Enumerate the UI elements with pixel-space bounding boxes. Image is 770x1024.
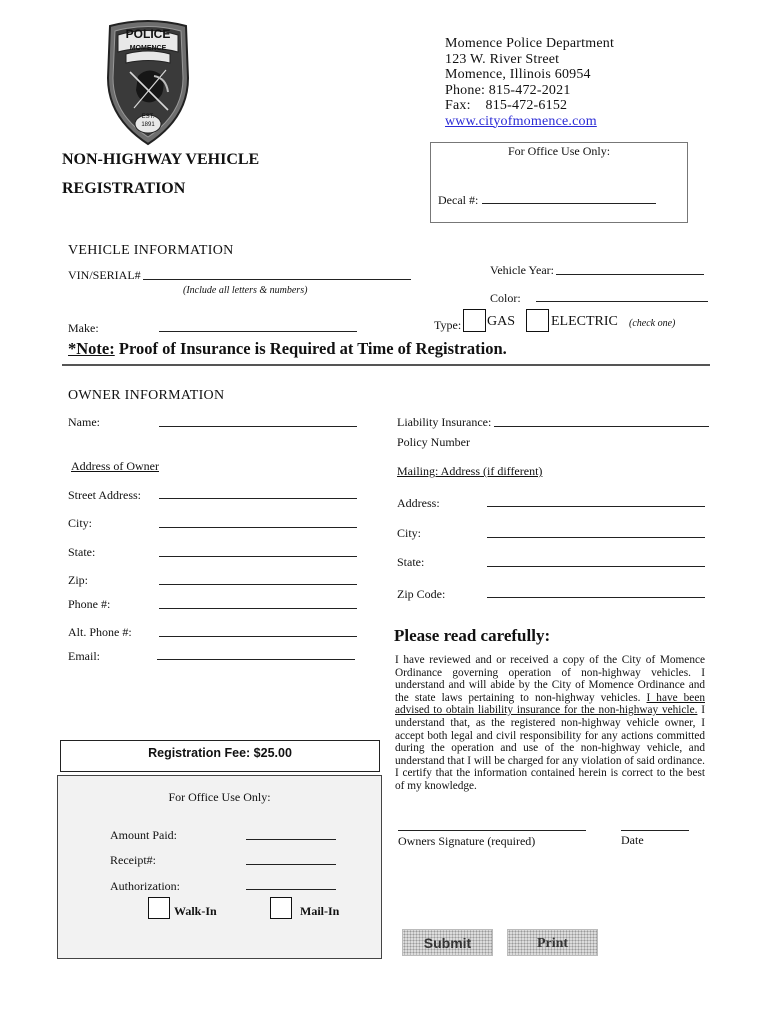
department-contact-block	[445, 36, 614, 129]
department-street: 123 W. River Street	[445, 51, 560, 67]
department-city: Momence, Illinois 60954	[445, 67, 591, 82]
print-button-label: Print	[536, 936, 569, 951]
department-phone: Phone: 815-472-2021	[445, 82, 571, 98]
receipt-field[interactable]	[246, 864, 336, 865]
vin-label: VIN/SERIAL#	[68, 268, 141, 282]
mail-in-checkbox[interactable]	[270, 897, 292, 919]
badge-top-text: POLICE	[125, 27, 171, 41]
police-badge-logo	[104, 18, 192, 146]
mailing-address-heading: Mailing: Address (if different)	[397, 464, 543, 478]
liability-insurance-field[interactable]	[494, 426, 709, 427]
street-address-field[interactable]	[159, 498, 357, 499]
office-use-bottom-label: For Office Use Only:	[168, 790, 271, 804]
email-field[interactable]	[157, 659, 355, 660]
note-prefix: *Note:	[68, 339, 115, 358]
badge-city-text: MOMENCE	[129, 45, 167, 52]
decal-label: Decal #:	[438, 193, 479, 207]
gas-checkbox[interactable]	[463, 309, 486, 332]
owner-address-heading: Address of Owner	[71, 459, 159, 473]
state-label: State:	[68, 545, 96, 559]
name-field[interactable]	[159, 426, 357, 427]
state-field[interactable]	[159, 556, 357, 557]
street-address-label: Street Address:	[68, 488, 141, 502]
city-label: City:	[68, 516, 93, 530]
vin-hint: (Include all letters & numbers)	[183, 285, 308, 296]
make-field[interactable]	[159, 331, 357, 332]
print-button[interactable]	[507, 929, 598, 956]
gas-label: GAS	[487, 314, 516, 329]
color-label: Color:	[490, 291, 521, 305]
mailing-address-label: Address:	[397, 496, 440, 510]
submit-button[interactable]	[402, 929, 493, 956]
mailing-city-label: City:	[397, 526, 422, 540]
mail-in-label: Mail-In	[300, 904, 340, 918]
agreement-heading: Please read carefully:	[394, 626, 551, 645]
agreement-text-part2: I understand that, as the registered non-highway vehicle owner, I accept both legal and civil responsibility for any actions committed during the operation and use of the non-highway vehicle, and understand that I will be charged for any violation of said ordinance. I certify that the information contained herein is correct to the best of my knowledge.	[395, 704, 705, 792]
agreement-text	[395, 654, 705, 793]
name-label: Name:	[68, 415, 100, 429]
vehicle-section-title: VEHICLE INFORMATION	[68, 243, 234, 258]
note-text: Proof of Insurance is Required at Time of Registration.	[114, 339, 507, 358]
zip-field[interactable]	[159, 584, 357, 585]
form-title-line2: REGISTRATION	[62, 180, 186, 197]
mailing-zip-label: Zip Code:	[397, 587, 446, 601]
mailing-zip-field[interactable]	[487, 597, 705, 598]
date-label: Date	[621, 833, 644, 847]
registration-fee-label: Registration Fee: $25.00	[148, 746, 292, 760]
authorization-field[interactable]	[246, 889, 336, 890]
decal-field[interactable]	[482, 203, 656, 204]
email-label: Email:	[68, 649, 100, 663]
electric-checkbox[interactable]	[526, 309, 549, 332]
liability-insurance-label: Liability Insurance:	[397, 415, 492, 429]
amount-paid-label: Amount Paid:	[110, 828, 178, 842]
type-label: Type:	[434, 318, 462, 332]
vin-field[interactable]	[143, 279, 411, 280]
authorization-label: Authorization:	[110, 879, 180, 893]
check-one-hint: (check one)	[629, 318, 676, 329]
phone-field[interactable]	[159, 608, 357, 609]
walk-in-checkbox[interactable]	[148, 897, 170, 919]
city-field[interactable]	[159, 527, 357, 528]
make-label: Make:	[68, 321, 99, 335]
agreement-text-underlined: I have been advised to obtain liability insurance for the non-highway vehicle.	[395, 691, 705, 717]
badge-est-text: EST.	[141, 114, 155, 120]
alt-phone-field[interactable]	[159, 636, 357, 637]
phone-label: Phone #:	[68, 597, 111, 611]
owner-signature-label: Owners Signature (required)	[398, 834, 536, 848]
badge-year-text: 1891	[141, 122, 155, 128]
submit-button-label: Submit	[423, 935, 472, 951]
insurance-note	[68, 339, 507, 359]
date-field[interactable]	[621, 830, 689, 831]
department-website-link[interactable]: www.cityofmomence.com	[445, 113, 597, 129]
form-title-line1: NON-HIGHWAY VEHICLE	[62, 151, 260, 168]
owner-signature-field[interactable]	[398, 830, 586, 831]
alt-phone-label: Alt. Phone #:	[68, 625, 132, 639]
office-use-top-label: For Office Use Only:	[507, 144, 611, 158]
color-field[interactable]	[536, 301, 708, 302]
department-fax: Fax: 815-472-6152	[445, 98, 568, 113]
mailing-city-field[interactable]	[487, 537, 705, 538]
vehicle-year-field[interactable]	[556, 274, 704, 275]
walk-in-label: Walk-In	[174, 904, 217, 918]
mailing-state-label: State:	[397, 555, 425, 569]
mailing-state-field[interactable]	[487, 566, 705, 567]
policy-number-label: Policy Number	[397, 435, 470, 449]
amount-paid-field[interactable]	[246, 839, 336, 840]
note-divider	[62, 364, 710, 366]
zip-label: Zip:	[68, 573, 88, 587]
department-name: Momence Police Department	[445, 36, 615, 51]
mailing-address-field[interactable]	[487, 506, 705, 507]
vehicle-year-label: Vehicle Year:	[490, 263, 554, 277]
electric-label: ELECTRIC	[551, 314, 618, 329]
agreement-text-part1: I have reviewed and or received a copy of the City of Momence Ordinance governing operation of non-highway vehicles. I understand and will abide by the City of Momence Ordinance and the state laws pertaining to non-highway vehicles.	[395, 654, 705, 704]
receipt-label: Receipt#:	[110, 853, 156, 867]
owner-section-title: OWNER INFORMATION	[68, 388, 225, 403]
